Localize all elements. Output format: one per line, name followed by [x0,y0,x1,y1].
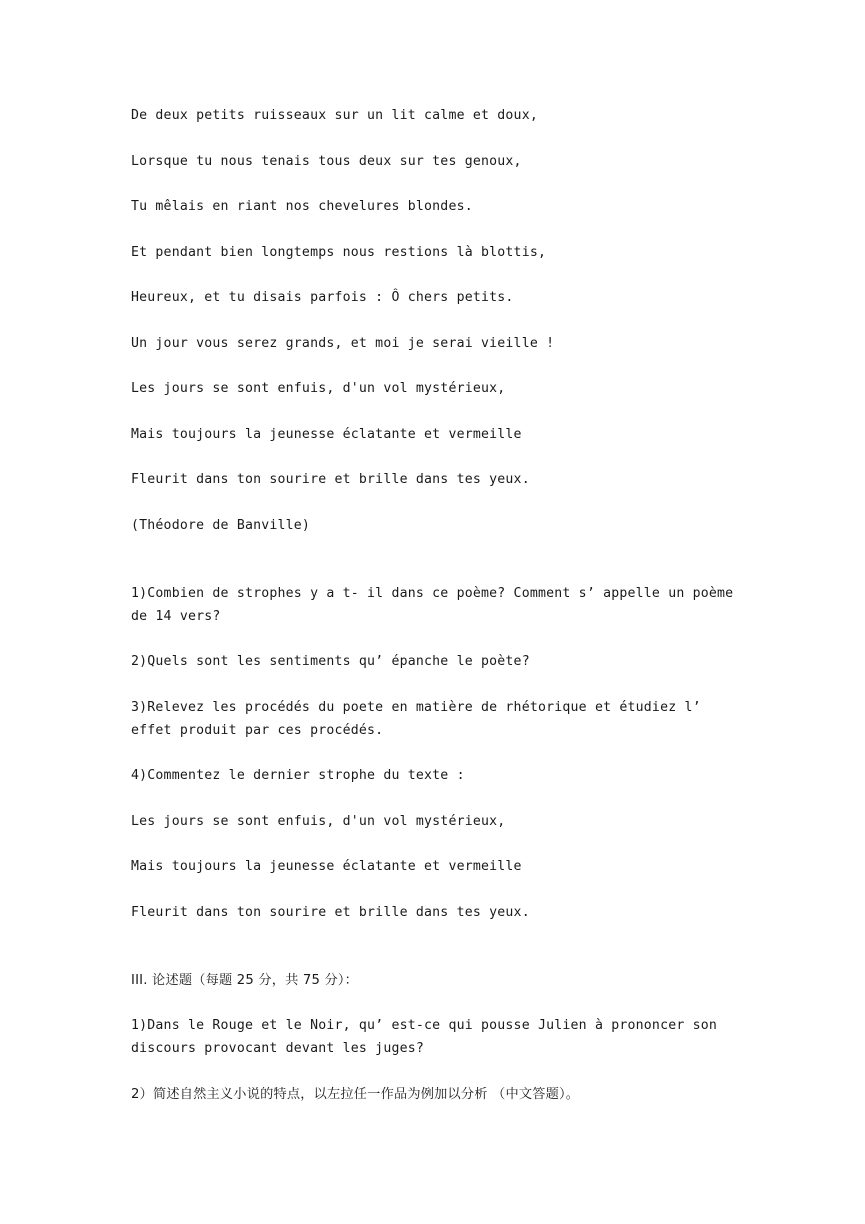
essay-question-1: 1)Dans le Rouge et le Noir, qu’ est-ce qui pousse Julien à prononcer son discours provocant devant les juges? [131,1018,718,1056]
section-heading: III. 论述题（每题 25 分，共 75 分）： [131,973,359,988]
poem-line: Un jour vous serez grands, et moi je serai vieille ! [131,336,555,351]
poem-line: Les jours se sont enfuis, d'un vol mystérieux, [131,381,506,396]
poem-line: Lorsque tu nous tenais tous deux sur tes genoux, [131,154,522,169]
question-1: 1)Combien de strophes y a t- il dans ce poème? Comment s’ appelle un poème de 14 vers? [131,586,734,624]
poem-line: Fleurit dans ton sourire et brille dans tes yeux. [131,472,530,487]
poem-line: Mais toujours la jeunesse éclatante et vermeille [131,427,522,442]
poem-line: Tu mêlais en riant nos chevelures blondes. [131,199,473,214]
poem-line: Heureux, et tu disais parfois : Ô chers petits. [131,290,514,305]
quote-line: Mais toujours la jeunesse éclatante et vermeille [131,859,522,874]
quote-line: Fleurit dans ton sourire et brille dans tes yeux. [131,905,530,920]
poem-line: De deux petits ruisseaux sur un lit calme et doux, [131,108,538,123]
poem-line: Et pendant bien longtemps nous restions là blottis, [131,245,547,260]
question-3: 3)Relevez les procédés du poete en matière de rhétorique et étudiez l’ effet produit par ces procédés. [131,700,701,738]
question-4: 4)Commentez le dernier strophe du texte : [131,768,465,783]
essay-question-2: 2）简述自然主义小说的特点，以左拉任一作品为例加以分析 （中文答题）。 [131,1087,580,1102]
quote-line: Les jours se sont enfuis, d'un vol mystérieux, [131,814,506,829]
question-2: 2)Quels sont les sentiments qu’ épanche le poète? [131,654,530,669]
poem-author: (Théodore de Banville) [131,518,311,533]
